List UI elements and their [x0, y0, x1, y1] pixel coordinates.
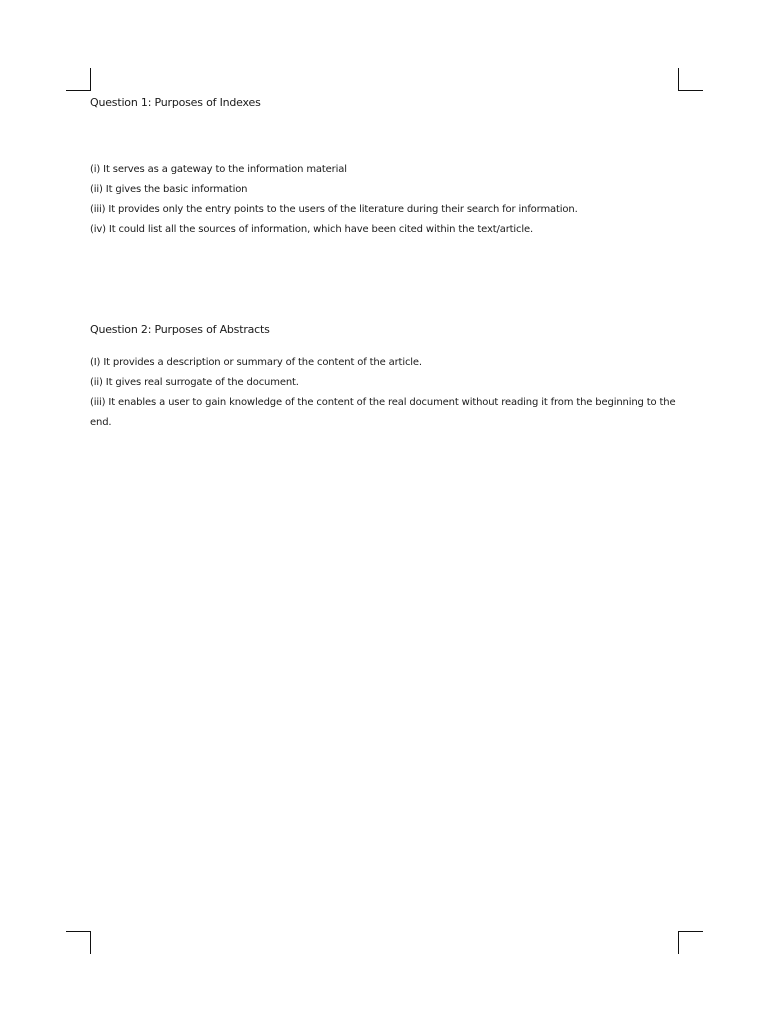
q2-item-1: (I) It provides a description or summary of the content of the article.	[90, 357, 422, 368]
q1-heading: Question 1: Purposes of Indexes	[90, 96, 261, 109]
crop-mark-bottom-right	[678, 931, 703, 954]
crop-mark-bottom-left	[66, 931, 91, 954]
q1-item-1: (i) It serves as a gateway to the information material	[90, 164, 347, 175]
q2-item-2: (ii) It gives real surrogate of the document.	[90, 377, 299, 388]
q1-item-3: (iii) It provides only the entry points to the users of the literature during their search for information.	[90, 204, 578, 215]
crop-mark-top-left	[66, 68, 91, 91]
q1-item-2: (ii) It gives the basic information	[90, 184, 248, 195]
crop-mark-top-right	[678, 68, 703, 91]
q1-item-4: (iv) It could list all the sources of information, which have been cited within the text/article.	[90, 224, 534, 235]
q2-item-3: (iii) It enables a user to gain knowledge of the content of the real document without reading it from the beginning to the end.	[90, 397, 676, 428]
q2-heading: Question 2: Purposes of Abstracts	[90, 323, 270, 336]
